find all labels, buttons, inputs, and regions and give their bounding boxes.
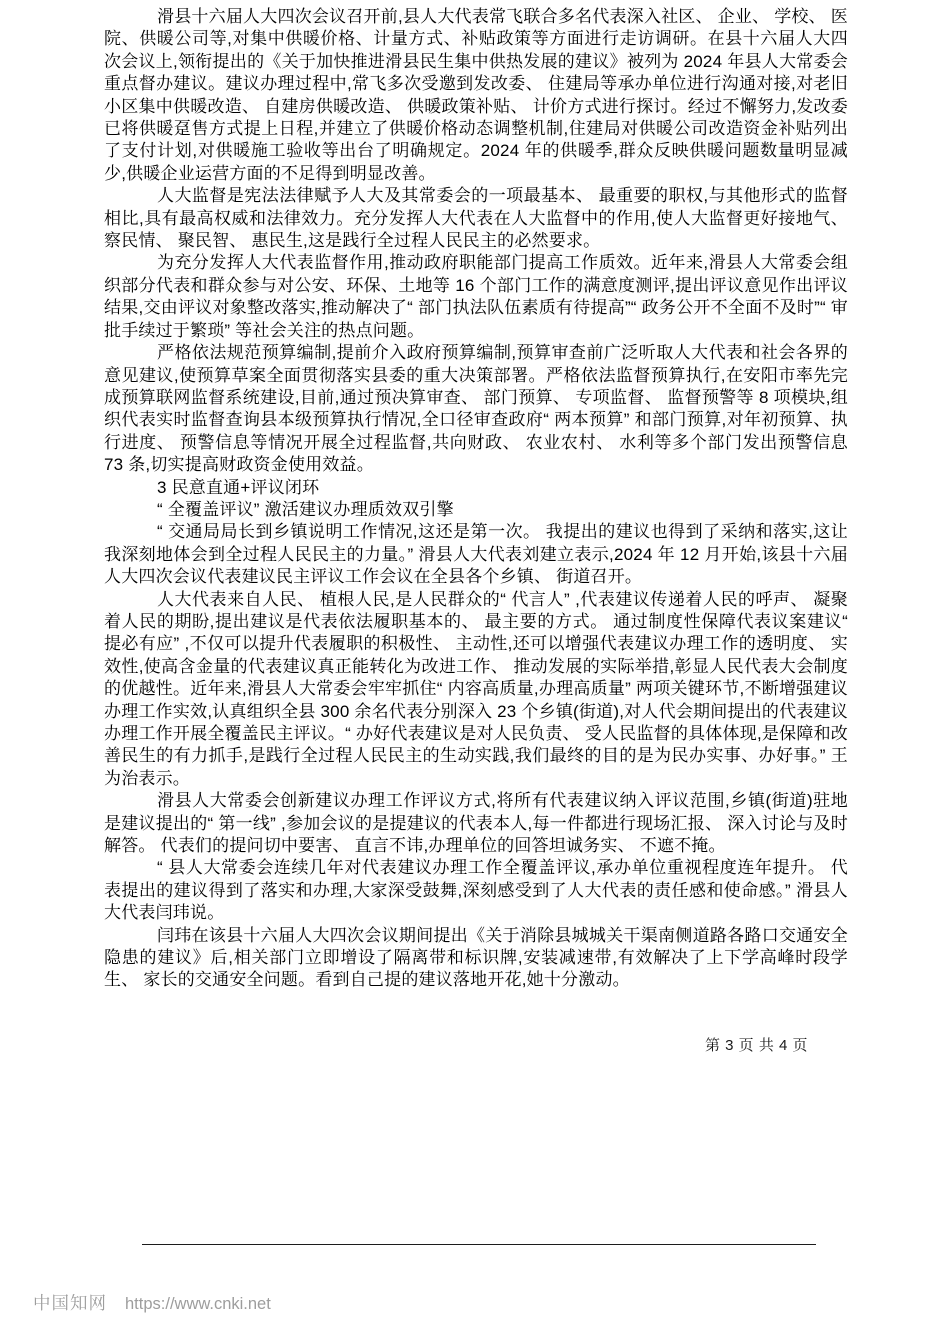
page-number: 第 3 页 共 4 页 [704, 1037, 808, 1054]
paragraph-npc-supervision: 人大监督是宪法法律赋予人大及其常委会的一项最基本、 最重要的职权,与其他形式的监督相比,具有最高权威和法律效力。充分发挥人大代表在人大监督中的作用,使人大监督更好接地气、察民情、 聚民智、 惠民生,这是践行全过程人民民主的必然要求。 [104, 186, 848, 251]
document-body [104, 6, 848, 992]
subheading-full-coverage-review: “ 全覆盖评议” 激活建议办理质效双引擎 [157, 499, 454, 519]
paragraph-satisfaction-review: 为充分发挥人大代表监督作用,推动政府职能部门提高工作质效。近年来,滑县人大常委会组织部分代表和群众参与对公安、环保、土地等 16 个部门工作的满意度测评,提出评议意见作出评议结果,交由评议对象整改落实,推动解决了“ 部门执法队伍素质有待提高”“ 政务公开不全面不及时”“ 审批手续过于繁琐” 等社会关注的热点问题。 [104, 253, 848, 340]
footer [33, 1290, 271, 1315]
footer-divider [142, 1244, 816, 1245]
cnki-url-link[interactable]: https://www.cnki.net [125, 1295, 271, 1313]
paragraph-review-method: 滑县人大常委会创新建议办理工作评议方式,将所有代表建议纳入评议范围,乡镇(街道)驻地是建议提出的“ 第一线” ,参加会议的是提建议的代表本人,每一件都进行现场汇报、 深入讨论与及时解答。 代表们的提问切中要害、 直言不讳,办理单位的回答坦诚务实、 不遮不掩。 [104, 791, 848, 856]
paragraph-budget-supervision: 严格依法规范预算编制,提前介入政府预算编制,预算审查前广泛听取人大代表和社会各界的意见建议,使预算草案全面贯彻落实县委的重大决策部署。严格依法监督预算执行,在安阳市率先完成预算联网监督系统建设,目前,通过预决算审查、 部门预算、 专项监督、 监督预警等 8 项模块,组织代表实时监督查询县本级预算执行情况,全口径审查政府“ 两本预算” 和部门预算,对年初预算、执行进度、 预警信息等情况开展全过程监督,共向财政、 农业农村、 水利等多个部门发出预警信息 73 条,切实提高财政资金使用效益。 [104, 343, 848, 475]
subheading-section-number: 3 民意直通+评议闭环 [157, 477, 320, 497]
paragraph-deputies-from-people: 人大代表来自人民、 植根人民,是人民群众的“ 代言人” ,代表建议传递着人民的呼声、 凝聚着人民的期盼,提出建议是代表依法履职基本的、 最主要的方式。 通过制度性保障代表议案建议“ 提必有应” ,不仅可以提升代表履职的积极性、 主动性,还可以增强代表建议办理工作的透明度、 实效性,使高含金量的代表建议真正能转化为改进工作、 推动发展的实际举措,彰显人民代表大会制度的优越性。近年来,滑县人大常委会牢牢抓住“ 内容高质量,办理高质量” 两项关键环节,不断增强建议办理工作实效,认真组织全县 300 余名代表分别深入 23 个乡镇(街道),对人代会期间提出的代表建议办理工作开展全覆盖民主评议。“ 办好代表建议是对人民负责、 受人民监督的具体体现,是保障和改善民生的有力抓手,是践行全过程人民民主的生动实践,我们最终的目的是为民办实事、办好事。” 王为治表示。 [104, 589, 848, 788]
paragraph-transport-bureau-quote: “ 交通局局长到乡镇说明工作情况,这还是第一次。 我提出的建议也得到了采纳和落实,这让我深刻地体会到全过程人民民主的力量。” 滑县人大代表刘建立表示,2024 年 12 月开始,该县十六届人大四次会议代表建议民主评议工作会议在全县各个乡镇、 街道召开。 [104, 522, 848, 587]
paragraph-heating-survey: 滑县十六届人大四次会议召开前,县人大代表常飞联合多名代表深入社区、 企业、 学校、 医院、供暖公司等,对集中供暖价格、计量方式、补贴政策等方面进行走访调研。在县十六届人大四次会议上,领衔提出的《关于加快推进滑县民生集中供热发展的建议》被列为 2024 年县人大常委会重点督办建议。建议办理过程中,常飞多次受邀到发改委、 住建局等承办单位进行沟通对接,对老旧小区集中供暖改造、 自建房供暖改造、 供暖政策补贴、 计价方式进行探讨。经过不懈努力,发改委已将供暖趸售方式提上日程,并建立了供暖价格动态调整机制,住建局对供暖公司改造资金补贴列出了支付计划,对供暖施工验收等出台了明确规定。2024 年的供暖季,群众反映供暖问题数量明显减少,供暖企业运营方面的不足得到明显改善。 [104, 7, 848, 183]
cnki-logo: 中国知网 [33, 1293, 107, 1313]
paragraph-yanwei-proposal: 闫玮在该县十六届人大四次会议期间提出《关于消除县城城关干渠南侧道路各路口交通安全隐患的建议》后,相关部门立即增设了隔离带和标识牌,安装减速带,有效解决了上下学高峰时段学生、 家长的交通安全问题。看到自己提的建议落地开花,她十分激动。 [104, 925, 848, 990]
paragraph-yanwei-quote: “ 县人大常委会连续几年对代表建议办理工作全覆盖评议,承办单位重视程度连年提升。 代表提出的建议得到了落实和办理,大家深受鼓舞,深刻感受到了人大代表的责任感和使命感。” 滑县人大代表闫玮说。 [104, 858, 848, 923]
